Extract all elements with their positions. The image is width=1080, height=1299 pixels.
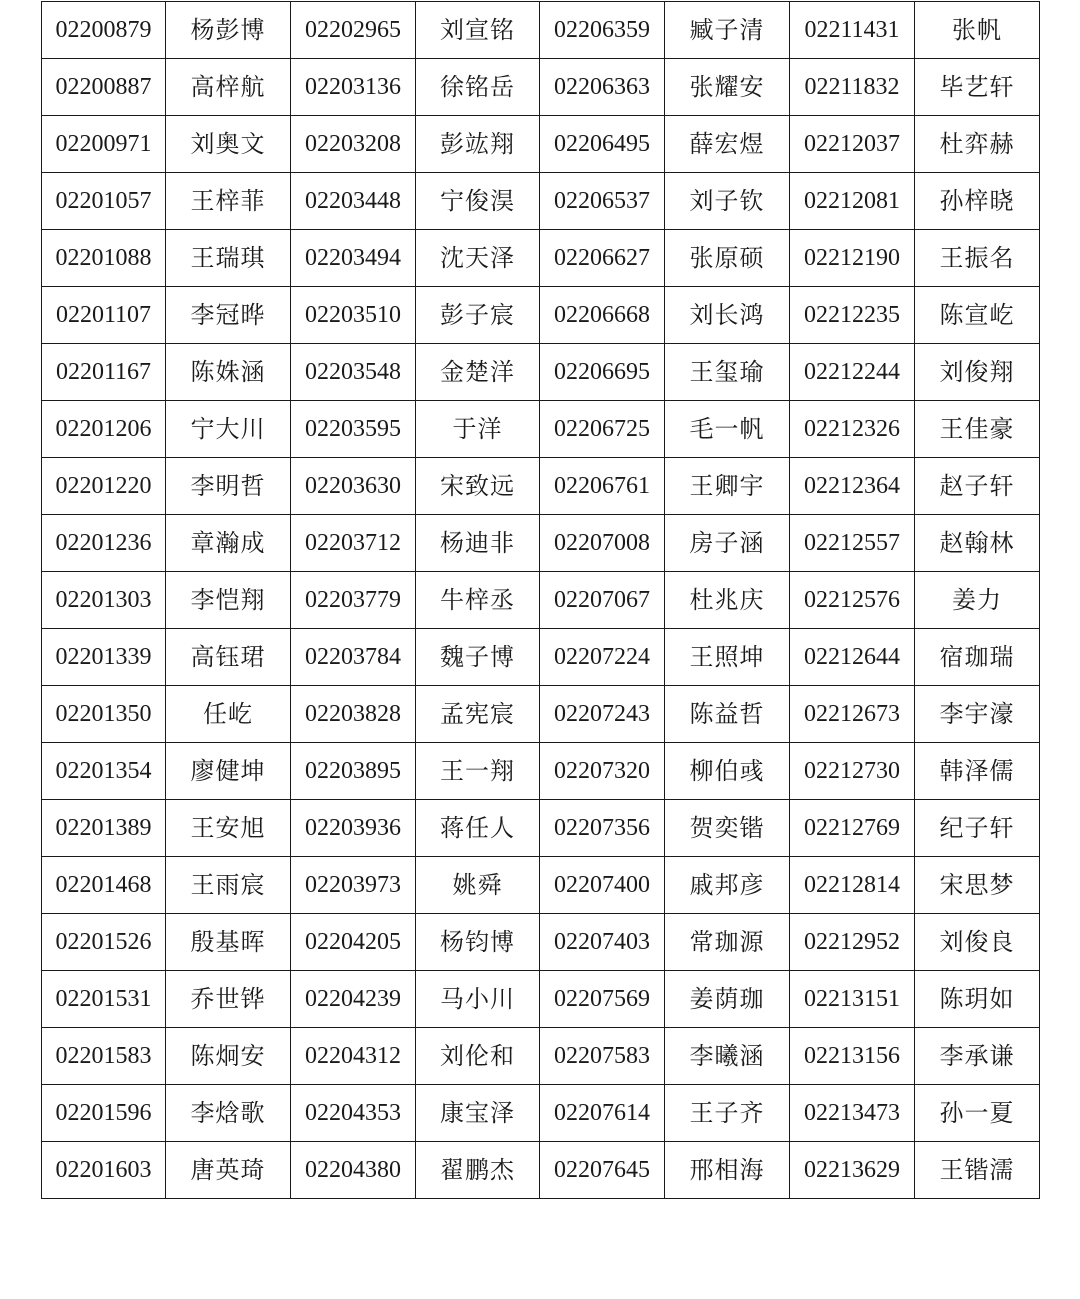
student-name-cell: 刘俊良 <box>915 914 1040 971</box>
student-id-cell: 02200879 <box>42 2 166 59</box>
student-id-cell: 02203828 <box>291 686 416 743</box>
student-id-cell: 02207583 <box>540 1028 665 1085</box>
student-id-cell: 02207320 <box>540 743 665 800</box>
student-name-cell: 陈玥如 <box>915 971 1040 1028</box>
student-id-cell: 02207224 <box>540 629 665 686</box>
student-name-cell: 彭子宸 <box>416 287 540 344</box>
table-row <box>42 800 1040 857</box>
student-name-cell: 高梓航 <box>166 59 291 116</box>
student-name-cell: 贺奕锴 <box>665 800 790 857</box>
student-id-cell: 02212952 <box>790 914 915 971</box>
student-name-cell: 戚邦彦 <box>665 857 790 914</box>
table-row <box>42 914 1040 971</box>
table-row <box>42 344 1040 401</box>
student-name-cell: 王锴濡 <box>915 1142 1040 1199</box>
student-name-cell: 王振名 <box>915 230 1040 287</box>
student-name-cell: 王卿宇 <box>665 458 790 515</box>
student-id-cell: 02203548 <box>291 344 416 401</box>
student-id-cell: 02212326 <box>790 401 915 458</box>
student-id-cell: 02212814 <box>790 857 915 914</box>
table-row <box>42 2 1040 59</box>
student-name-cell: 刘伦和 <box>416 1028 540 1085</box>
student-name-cell: 李曦涵 <box>665 1028 790 1085</box>
table-row <box>42 173 1040 230</box>
student-id-cell: 02213156 <box>790 1028 915 1085</box>
student-id-cell: 02204353 <box>291 1085 416 1142</box>
student-id-cell: 02203595 <box>291 401 416 458</box>
student-id-cell: 02203510 <box>291 287 416 344</box>
student-id-cell: 02212364 <box>790 458 915 515</box>
student-name-cell: 马小川 <box>416 971 540 1028</box>
student-name-cell: 常珈源 <box>665 914 790 971</box>
student-id-cell: 02206627 <box>540 230 665 287</box>
student-name-cell: 张原硕 <box>665 230 790 287</box>
student-id-cell: 02202965 <box>291 2 416 59</box>
student-id-cell: 02203136 <box>291 59 416 116</box>
student-id-cell: 02212190 <box>790 230 915 287</box>
student-id-cell: 02201339 <box>42 629 166 686</box>
table-row <box>42 401 1040 458</box>
student-name-cell: 于洋 <box>416 401 540 458</box>
table-row <box>42 287 1040 344</box>
student-id-cell: 02212730 <box>790 743 915 800</box>
student-id-cell: 02201220 <box>42 458 166 515</box>
table-row <box>42 629 1040 686</box>
student-id-cell: 02207067 <box>540 572 665 629</box>
student-id-cell: 02207400 <box>540 857 665 914</box>
student-name-cell: 魏子博 <box>416 629 540 686</box>
student-name-cell: 王安旭 <box>166 800 291 857</box>
student-id-cell: 02203936 <box>291 800 416 857</box>
student-name-cell: 唐英琦 <box>166 1142 291 1199</box>
student-name-cell: 臧子清 <box>665 2 790 59</box>
student-name-cell: 宁俊淏 <box>416 173 540 230</box>
student-name-cell: 乔世铧 <box>166 971 291 1028</box>
student-name-cell: 孟宪宸 <box>416 686 540 743</box>
student-name-cell: 王照坤 <box>665 629 790 686</box>
student-id-cell: 02201603 <box>42 1142 166 1199</box>
student-name-cell: 王雨宸 <box>166 857 291 914</box>
table-row <box>42 572 1040 629</box>
student-id-cell: 02206495 <box>540 116 665 173</box>
student-name-cell: 康宝泽 <box>416 1085 540 1142</box>
student-name-cell: 赵翰林 <box>915 515 1040 572</box>
student-name-cell: 孙梓晓 <box>915 173 1040 230</box>
student-id-cell: 02213629 <box>790 1142 915 1199</box>
student-name-cell: 牛梓丞 <box>416 572 540 629</box>
student-name-cell: 姚舜 <box>416 857 540 914</box>
student-name-cell: 宋思梦 <box>915 857 1040 914</box>
table-row <box>42 116 1040 173</box>
student-name-cell: 王玺瑜 <box>665 344 790 401</box>
student-id-cell: 02207356 <box>540 800 665 857</box>
student-name-cell: 邢相海 <box>665 1142 790 1199</box>
student-id-cell: 02207243 <box>540 686 665 743</box>
student-id-cell: 02212644 <box>790 629 915 686</box>
student-name-cell: 张耀安 <box>665 59 790 116</box>
student-name-cell: 宁大川 <box>166 401 291 458</box>
student-name-cell: 刘宣铭 <box>416 2 540 59</box>
student-id-cell: 02204312 <box>291 1028 416 1085</box>
student-name-cell: 高钰珺 <box>166 629 291 686</box>
student-name-cell: 章瀚成 <box>166 515 291 572</box>
student-id-cell: 02201206 <box>42 401 166 458</box>
student-name-cell: 柳伯彧 <box>665 743 790 800</box>
student-name-cell: 刘长鸿 <box>665 287 790 344</box>
student-id-cell: 02201468 <box>42 857 166 914</box>
student-id-cell: 02212037 <box>790 116 915 173</box>
student-name-cell: 刘子钦 <box>665 173 790 230</box>
student-name-cell: 陈宣屹 <box>915 287 1040 344</box>
student-name-cell: 陈姝涵 <box>166 344 291 401</box>
student-id-cell: 02201526 <box>42 914 166 971</box>
student-name-cell: 毕艺轩 <box>915 59 1040 116</box>
student-id-cell: 02203712 <box>291 515 416 572</box>
student-id-cell: 02206668 <box>540 287 665 344</box>
student-name-cell: 蒋任人 <box>416 800 540 857</box>
student-name-cell: 翟鹏杰 <box>416 1142 540 1199</box>
student-id-cell: 02204239 <box>291 971 416 1028</box>
student-id-cell: 02201303 <box>42 572 166 629</box>
table-row <box>42 743 1040 800</box>
student-name-cell: 纪子轩 <box>915 800 1040 857</box>
student-name-cell: 韩泽儒 <box>915 743 1040 800</box>
student-id-cell: 02212576 <box>790 572 915 629</box>
student-name-cell: 殷基晖 <box>166 914 291 971</box>
student-id-cell: 02206725 <box>540 401 665 458</box>
table-row <box>42 1142 1040 1199</box>
roster-table <box>41 1 1040 1199</box>
student-name-cell: 姜力 <box>915 572 1040 629</box>
table-row <box>42 971 1040 1028</box>
student-id-cell: 02213473 <box>790 1085 915 1142</box>
student-name-cell: 杜兆庆 <box>665 572 790 629</box>
student-id-cell: 02201107 <box>42 287 166 344</box>
table-row <box>42 686 1040 743</box>
student-name-cell: 王瑞琪 <box>166 230 291 287</box>
table-row <box>42 59 1040 116</box>
student-name-cell: 李明哲 <box>166 458 291 515</box>
student-name-cell: 张帆 <box>915 2 1040 59</box>
student-name-cell: 宿珈瑞 <box>915 629 1040 686</box>
student-id-cell: 02203784 <box>291 629 416 686</box>
student-id-cell: 02201596 <box>42 1085 166 1142</box>
student-name-cell: 彭竑翔 <box>416 116 540 173</box>
student-name-cell: 薛宏煜 <box>665 116 790 173</box>
student-id-cell: 02206537 <box>540 173 665 230</box>
student-id-cell: 02207614 <box>540 1085 665 1142</box>
student-name-cell: 徐铭岳 <box>416 59 540 116</box>
student-name-cell: 姜荫珈 <box>665 971 790 1028</box>
student-id-cell: 02203448 <box>291 173 416 230</box>
student-id-cell: 02212673 <box>790 686 915 743</box>
student-name-cell: 刘俊翔 <box>915 344 1040 401</box>
student-name-cell: 王子齐 <box>665 1085 790 1142</box>
student-name-cell: 房子涵 <box>665 515 790 572</box>
student-id-cell: 02201167 <box>42 344 166 401</box>
table-row <box>42 1085 1040 1142</box>
student-id-cell: 02207008 <box>540 515 665 572</box>
student-name-cell: 杨钧博 <box>416 914 540 971</box>
student-id-cell: 02201350 <box>42 686 166 743</box>
student-name-cell: 杨彭博 <box>166 2 291 59</box>
student-id-cell: 02203779 <box>291 572 416 629</box>
student-id-cell: 02212769 <box>790 800 915 857</box>
student-name-cell: 孙一夏 <box>915 1085 1040 1142</box>
student-name-cell: 王梓菲 <box>166 173 291 230</box>
student-name-cell: 陈益哲 <box>665 686 790 743</box>
student-id-cell: 02204380 <box>291 1142 416 1199</box>
student-id-cell: 02207645 <box>540 1142 665 1199</box>
student-name-cell: 李恺翔 <box>166 572 291 629</box>
student-id-cell: 02201389 <box>42 800 166 857</box>
student-id-cell: 02201057 <box>42 173 166 230</box>
student-id-cell: 02206695 <box>540 344 665 401</box>
roster-table-body <box>42 2 1040 1199</box>
student-name-cell: 毛一帆 <box>665 401 790 458</box>
student-id-cell: 02211431 <box>790 2 915 59</box>
student-id-cell: 02213151 <box>790 971 915 1028</box>
student-id-cell: 02212235 <box>790 287 915 344</box>
student-id-cell: 02203630 <box>291 458 416 515</box>
student-name-cell: 李焓歌 <box>166 1085 291 1142</box>
student-id-cell: 02201531 <box>42 971 166 1028</box>
table-row <box>42 458 1040 515</box>
student-name-cell: 任屹 <box>166 686 291 743</box>
student-id-cell: 02201354 <box>42 743 166 800</box>
student-id-cell: 02206359 <box>540 2 665 59</box>
student-id-cell: 02203973 <box>291 857 416 914</box>
student-name-cell: 杨迪非 <box>416 515 540 572</box>
student-name-cell: 赵子轩 <box>915 458 1040 515</box>
student-name-cell: 王一翔 <box>416 743 540 800</box>
student-id-cell: 02201088 <box>42 230 166 287</box>
table-row <box>42 515 1040 572</box>
student-id-cell: 02201583 <box>42 1028 166 1085</box>
student-id-cell: 02206761 <box>540 458 665 515</box>
student-name-cell: 沈天泽 <box>416 230 540 287</box>
student-id-cell: 02207569 <box>540 971 665 1028</box>
student-name-cell: 李宇濠 <box>915 686 1040 743</box>
student-id-cell: 02200887 <box>42 59 166 116</box>
student-id-cell: 02207403 <box>540 914 665 971</box>
table-row <box>42 230 1040 287</box>
student-id-cell: 02203494 <box>291 230 416 287</box>
student-id-cell: 02206363 <box>540 59 665 116</box>
student-id-cell: 02201236 <box>42 515 166 572</box>
student-id-cell: 02211832 <box>790 59 915 116</box>
student-id-cell: 02200971 <box>42 116 166 173</box>
table-row <box>42 1028 1040 1085</box>
student-id-cell: 02203895 <box>291 743 416 800</box>
table-row <box>42 857 1040 914</box>
student-name-cell: 王佳豪 <box>915 401 1040 458</box>
student-id-cell: 02204205 <box>291 914 416 971</box>
student-name-cell: 宋致远 <box>416 458 540 515</box>
student-name-cell: 刘奥文 <box>166 116 291 173</box>
student-id-cell: 02212244 <box>790 344 915 401</box>
student-id-cell: 02203208 <box>291 116 416 173</box>
student-name-cell: 杜弈赫 <box>915 116 1040 173</box>
student-name-cell: 金楚洋 <box>416 344 540 401</box>
student-id-cell: 02212557 <box>790 515 915 572</box>
student-name-cell: 李冠晔 <box>166 287 291 344</box>
student-id-cell: 02212081 <box>790 173 915 230</box>
student-name-cell: 李承谦 <box>915 1028 1040 1085</box>
student-name-cell: 陈炯安 <box>166 1028 291 1085</box>
student-name-cell: 廖健坤 <box>166 743 291 800</box>
